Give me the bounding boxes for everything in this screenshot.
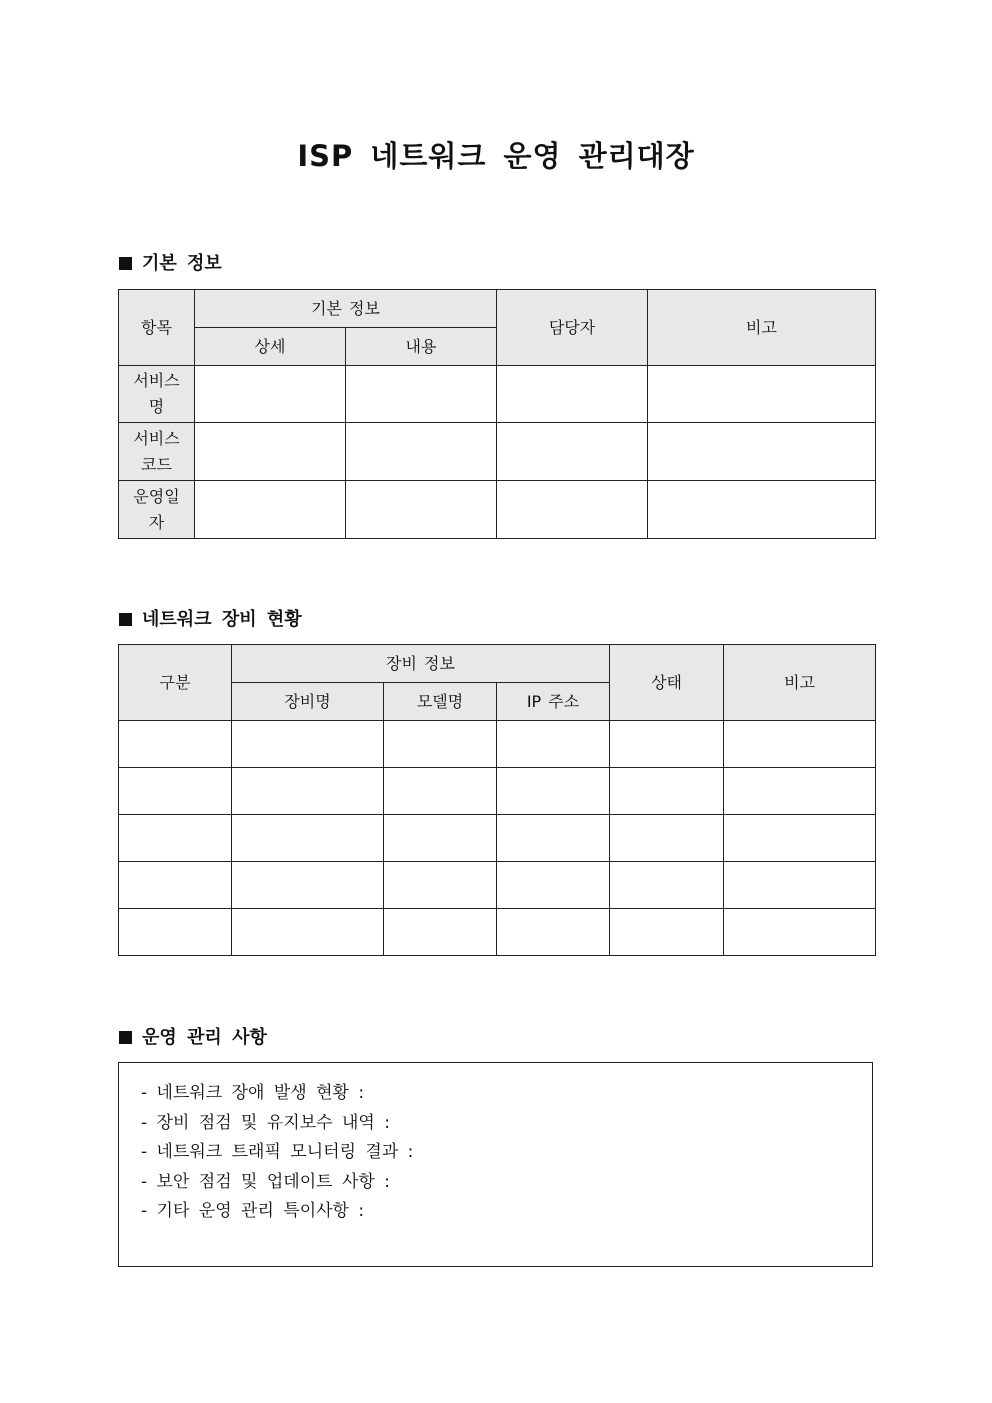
cell-note[interactable] [648,366,876,423]
square-bullet-icon [119,1031,132,1044]
cell-detail[interactable] [195,366,346,423]
table-row [119,481,876,539]
section-heading-basic-info [119,253,222,275]
cell-model[interactable] [384,768,497,815]
table-row [119,862,876,909]
cell-manager[interactable] [497,423,648,481]
header-equip-name: 장비명 [232,683,384,721]
note-line-other: - 기타 운영 관리 특이사항 : [141,1201,365,1221]
cell-status[interactable] [610,862,724,909]
cell-category[interactable] [119,862,232,909]
table-row [119,366,876,423]
cell-note[interactable] [724,768,876,815]
cell-equip-name[interactable] [232,768,384,815]
cell-model[interactable] [384,862,497,909]
cell-equip-name[interactable] [232,909,384,956]
cell-manager[interactable] [497,481,648,539]
cell-note[interactable] [724,909,876,956]
page-title: ISP 네트워크 운영 관리대장 [297,139,695,173]
header-item: 항목 [119,290,195,366]
table-row [119,815,876,862]
cell-category[interactable] [119,768,232,815]
cell-category[interactable] [119,721,232,768]
table-row [119,423,876,481]
row-label: 서비스코드 [119,423,195,481]
cell-model[interactable] [384,815,497,862]
section-heading-label: 기본 정보 [142,253,222,274]
header-basic-info: 기본 정보 [195,290,497,328]
row-label: 서비스명 [119,366,195,423]
header-ip: IP 주소 [497,683,610,721]
cell-status[interactable] [610,815,724,862]
cell-detail[interactable] [195,423,346,481]
table-row [119,768,876,815]
table-row [119,909,876,956]
header-category: 구분 [119,645,232,721]
cell-note[interactable] [648,423,876,481]
header-equip-info: 장비 정보 [232,645,610,683]
cell-category[interactable] [119,815,232,862]
cell-equip-name[interactable] [232,862,384,909]
operations-notes-box[interactable] [118,1062,873,1267]
cell-category[interactable] [119,909,232,956]
note-line-maintenance: - 장비 점검 및 유지보수 내역 : [141,1112,390,1133]
cell-ip[interactable] [497,815,610,862]
note-line-traffic: - 네트워크 트래픽 모니터링 결과 : [141,1142,414,1162]
square-bullet-icon [119,257,132,270]
cell-model[interactable] [384,721,497,768]
cell-ip[interactable] [497,909,610,956]
header-content: 내용 [346,328,497,366]
cell-content[interactable] [346,423,497,481]
cell-status[interactable] [610,909,724,956]
cell-status[interactable] [610,768,724,815]
cell-note[interactable] [724,721,876,768]
cell-note[interactable] [724,862,876,909]
header-note: 비고 [648,290,876,366]
cell-manager[interactable] [497,366,648,423]
cell-note[interactable] [724,815,876,862]
basic-info-table [118,289,876,539]
table-row [119,721,876,768]
cell-status[interactable] [610,721,724,768]
cell-ip[interactable] [497,862,610,909]
cell-ip[interactable] [497,721,610,768]
note-line-security: - 보안 점검 및 업데이트 사항 : [141,1171,390,1192]
header-manager: 담당자 [497,290,648,366]
cell-detail[interactable] [195,481,346,539]
header-detail: 상세 [195,328,346,366]
cell-note[interactable] [648,481,876,539]
cell-equip-name[interactable] [232,815,384,862]
note-line-outage: - 네트워크 장애 발생 현황 : [141,1083,365,1103]
cell-ip[interactable] [497,768,610,815]
header-model: 모델명 [384,683,497,721]
section-heading-operations [119,1027,267,1049]
square-bullet-icon [119,613,132,626]
header-status: 상태 [610,645,724,721]
section-heading-equipment [119,609,302,631]
section-heading-label: 네트워크 장비 현황 [142,609,302,630]
cell-model[interactable] [384,909,497,956]
row-label: 운영일자 [119,481,195,539]
equipment-table [118,644,876,956]
cell-content[interactable] [346,366,497,423]
cell-equip-name[interactable] [232,721,384,768]
section-heading-label: 운영 관리 사항 [142,1027,267,1048]
header-note: 비고 [724,645,876,721]
cell-content[interactable] [346,481,497,539]
